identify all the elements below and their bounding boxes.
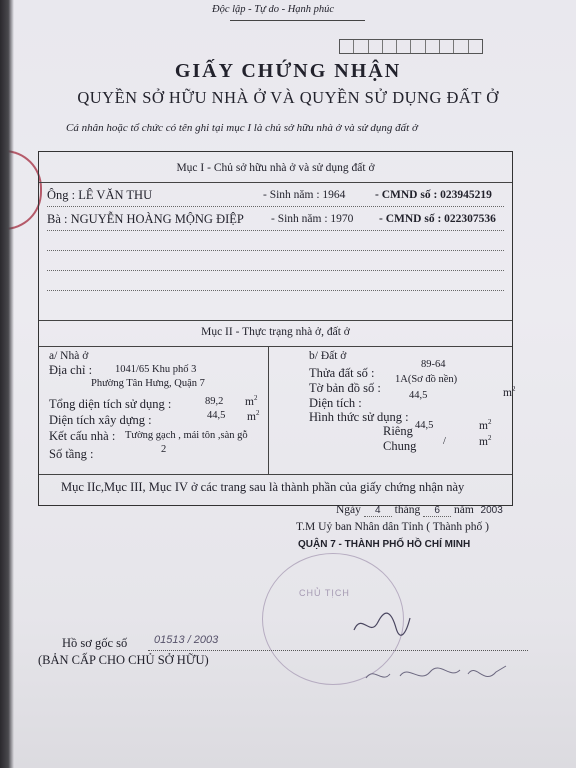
owner1-id-number: 023945219	[440, 189, 492, 201]
owner2-birth	[271, 213, 353, 225]
intro-text: Cá nhân hoặc tổ chức có tên ghi tại mục I là chủ sở hữu nhà ở và sử dụng đất ở	[66, 122, 418, 134]
divider	[39, 182, 512, 183]
owner1-birth	[263, 189, 345, 201]
owner2-prefix: Bà :	[47, 212, 68, 226]
section1-heading: Mục I - Chủ sở hữu nhà ở và sử dụng đất ở	[176, 162, 375, 174]
owner1-birth-year: 1964	[322, 189, 346, 201]
serial-number-box	[339, 39, 483, 54]
file-number-label: Hồ sơ gốc số	[62, 636, 128, 650]
footnote: Mục IIc,Mục III, Mục IV ở các trang sau là thành phần của giấy chứng nhận này	[61, 480, 465, 494]
month-label: tháng	[394, 504, 421, 516]
file-number-value: 01513 / 2003	[154, 634, 219, 646]
national-motto: Độc lập - Tự do - Hạnh phúc	[212, 4, 335, 15]
owner1-row	[47, 188, 152, 203]
total-area-label: Tổng diện tích sử dụng :	[49, 397, 172, 411]
owner1-prefix: Ông :	[47, 188, 76, 202]
shared-label: Chung	[383, 439, 417, 453]
build-area-value: 44,5	[207, 410, 226, 421]
year-label: năm	[453, 504, 474, 516]
owner2-row	[47, 212, 244, 227]
floors-value: 2	[161, 444, 167, 455]
private-label: Riêng	[383, 424, 413, 438]
owner1-name: LÊ VĂN THU	[78, 188, 153, 202]
owner2-id	[379, 213, 496, 225]
owner1-id	[375, 189, 492, 201]
owner2-name: NGUYỄN HOÀNG MỘNG ĐIỆP	[70, 212, 244, 226]
map-value: 1A(Sơ đồ nền)	[395, 374, 458, 385]
address-line2: Phường Tân Hưng, Quận 7	[91, 378, 205, 389]
section2-heading: Mục II - Thực trạng nhà ở, đất ở	[201, 326, 350, 338]
structure-label: Kết cấu nhà :	[49, 429, 116, 443]
plot-value: 89-64	[421, 359, 446, 370]
address-line1: 1041/65 Khu phố 3	[115, 364, 197, 375]
private-unit: $m^2$	[479, 418, 492, 432]
owner2-id-label: - CMND số :	[379, 213, 442, 225]
issue-date	[336, 504, 507, 517]
document-title: GIẤY CHỨNG NHẬN	[174, 60, 402, 82]
month-value: 6	[423, 505, 451, 517]
shared-value: /	[443, 436, 446, 447]
address-label: Địa chỉ :	[49, 363, 93, 377]
total-area-unit: $m^2$	[245, 394, 258, 408]
owner1-birth-label: - Sinh năm :	[263, 189, 320, 201]
usage-label: Hình thức sử dụng :	[309, 410, 409, 424]
structure-value: Tường gạch , mái tôn ,sàn gỗ	[125, 430, 248, 441]
divider	[39, 474, 512, 475]
total-area-value: 89,2	[205, 396, 224, 407]
house-label: a/ Nhà ở	[49, 350, 89, 362]
land-area-value: 44,5	[409, 390, 428, 401]
land-label: b/ Đất ở	[309, 350, 347, 362]
day-value: 4	[364, 505, 392, 517]
certificate-table	[38, 151, 516, 506]
floors-label: Số tầng :	[49, 447, 94, 461]
owner2-birth-year: 1970	[330, 213, 354, 225]
owner2-birth-label: - Sinh năm :	[271, 213, 328, 225]
stamp-text: CHỦ TỊCH	[299, 588, 350, 598]
shared-unit: $m^2$	[479, 434, 492, 448]
authority-line: T.M Uỷ ban Nhân dân Tỉnh ( Thành phố )	[296, 521, 489, 533]
divider	[39, 346, 512, 347]
column-divider	[268, 346, 269, 474]
copy-note: (BẢN CẤP CHO CHỦ SỞ HỮU)	[38, 653, 209, 667]
left-shadow	[0, 0, 14, 768]
plot-label: Thửa đất số :	[309, 366, 375, 380]
day-label: Ngày	[336, 504, 361, 516]
land-area-label: Diện tích :	[309, 396, 362, 410]
document-subtitle: QUYỀN SỞ HỮU NHÀ Ở VÀ QUYỀN SỬ DỤNG ĐẤT Ở	[77, 88, 499, 107]
map-label: Tờ bản đồ số :	[309, 381, 381, 395]
chairman-signature-icon	[352, 610, 412, 640]
motto-underline	[230, 20, 365, 21]
signer-name-signature-icon	[360, 660, 510, 688]
build-area-unit: $m^2$	[247, 409, 260, 423]
owner1-id-label: - CMND số :	[375, 189, 438, 201]
build-area-label: Diện tích xây dựng :	[49, 413, 152, 427]
district-line: QUẬN 7 - THÀNH PHỐ HỒ CHÍ MINH	[298, 539, 471, 550]
private-value: 44,5	[415, 420, 434, 431]
owner2-id-number: 022307536	[444, 213, 496, 225]
land-area-unit: $m^2$	[503, 385, 516, 399]
year-value: 2003	[480, 505, 503, 516]
divider	[39, 320, 512, 321]
